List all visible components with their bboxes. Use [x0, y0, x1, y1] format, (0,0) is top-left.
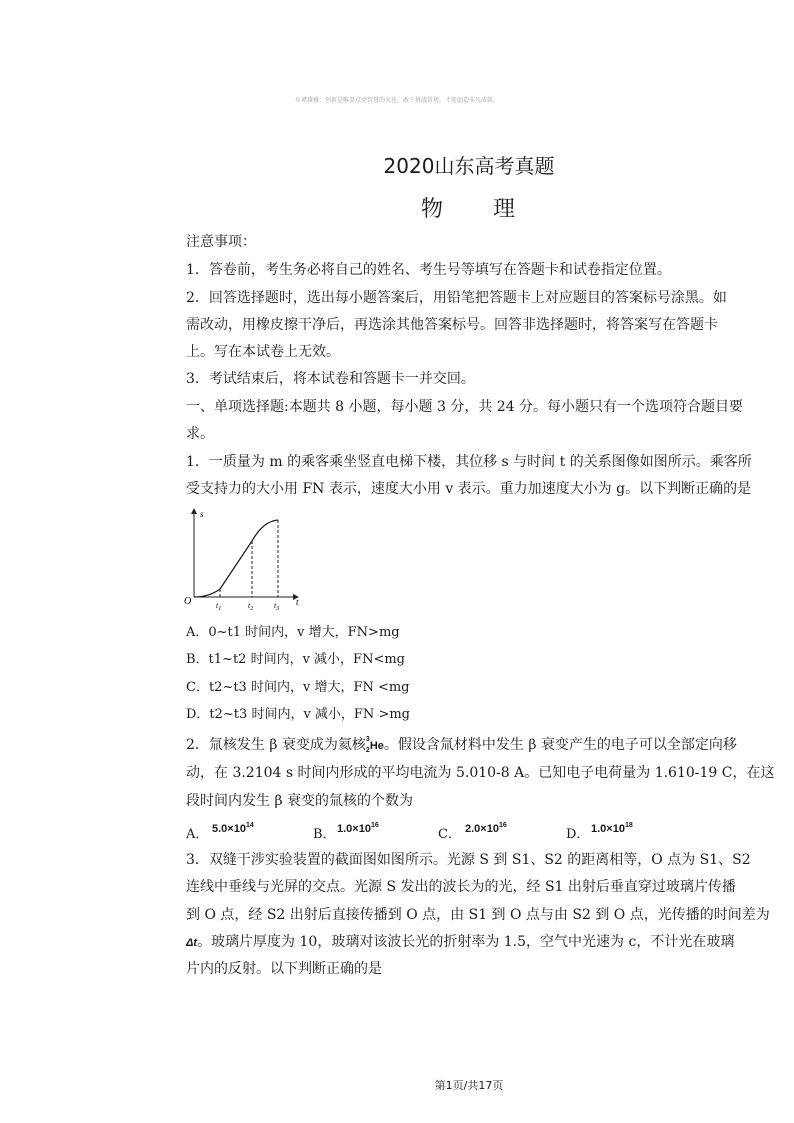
x-axis-label: t	[296, 597, 299, 607]
section-1-line-1: 一、单项选择题:本题共 8 小题，每小题 3 分，共 24 分。每小题只有一个选项符合题目要	[186, 399, 744, 415]
question-1-option-c: C．t2~t3 时间内，v 增大，FN <mg	[186, 680, 410, 695]
question-2-line-2: 动，在 3.2104 s 时间内形成的平均电流为 5.010-8 A。已知电子电荷量为 1.610-19 C，在这	[186, 765, 775, 781]
delta-t-symbol: Δt	[186, 937, 198, 949]
question-1-line-2: 受支持力的大小用 FN 表示，速度大小用 v 表示。重力加速度大小为 g。以下判断正确的是	[186, 481, 752, 497]
helium-nuclide	[365, 736, 384, 755]
option-a-value: $5.0\times 10^{14}$	[212, 822, 254, 835]
question-2-line-3: 段时间内发生 β 衰变的氚核的个数为	[186, 793, 413, 809]
option-d-label: D．	[566, 827, 590, 842]
helium-atomic-number: 2	[365, 747, 370, 755]
question-3-line-3: 到 O 点，经 S2 出射后直接传播到 O 点，由 S1 到 O 点与由 S2 到 O 点，光传播的时间差为	[186, 907, 770, 923]
question-1-option-b: B．t1~t2 时间内，v 减小，FN<mg	[186, 652, 405, 667]
notice-item-2-line-1: 2．回答选择题时，选出每小题答案后，用铅笔把答题卡上对应题目的答案标号涂黑。如	[186, 290, 727, 306]
option-a-label: A．	[186, 827, 209, 842]
question-3-line-5: 片内的反射。以下判断正确的是	[186, 961, 382, 977]
question-3-line-4-text: 。玻璃片厚度为 10，玻璃对该波长光的折射率为 1.5，空气中光速为 c，不计光在玻璃	[197, 934, 735, 950]
tick-t3: $t_3$	[274, 601, 280, 610]
question-3-line-2: 连线中垂线与光屏的交点。光源 S 发出的波长为的光，经 S1 出射后垂直穿过玻璃片传播	[186, 879, 736, 895]
page-footer: 第1页/共17页	[434, 1079, 504, 1092]
displacement-time-graph	[182, 505, 302, 610]
question-2-option-b	[313, 822, 379, 842]
question-2-option-d	[566, 822, 633, 842]
question-1-option-a: A．0~t1 时间内，v 增大，FN>mg	[186, 625, 400, 640]
question-1-option-d: D．t2~t3 时间内，v 减小，FN >mg	[186, 707, 410, 722]
y-axis-label: s	[200, 509, 204, 519]
notice-item-1: 1．答卷前，考生务必将自己的姓名、考生号等填写在答题卡和试卷指定位置。	[186, 262, 671, 278]
notice-item-2-line-2: 需改动，用橡皮擦干净后，再选涂其他答案标号。回答非选择题时，将答案写在答题卡	[186, 317, 718, 333]
question-3-line-1: 3．双缝干涉实验装置的截面图如图所示。光源 S 到 S1、S2 的距离相等，O 点为 S1、S2	[186, 852, 751, 868]
question-3-line-4	[186, 933, 734, 952]
option-c-label: C．	[438, 827, 461, 842]
helium-mass-number: 3	[365, 736, 370, 743]
question-2-line-1	[186, 736, 737, 760]
s-t-curve	[194, 520, 278, 597]
option-b-value: $1.0\times 10^{16}$	[337, 822, 379, 835]
subject-title: 物 理	[420, 197, 517, 222]
notice-item-3: 3．考试结束后，将本试卷和答题卡一并交回。	[186, 371, 475, 387]
tick-t1: $t_1$	[216, 601, 222, 610]
section-1-line-2: 求。	[186, 426, 214, 442]
notice-item-2-line-3: 上。写在本试卷上无效。	[186, 344, 340, 360]
question-2-option-a	[186, 822, 254, 842]
tick-t2: $t_2$	[248, 601, 254, 610]
question-1-line-1: 1．一质量为 m 的乘客乘坐竖直电梯下楼，其位移 s 与时间 t 的关系图像如图所示。乘客所	[186, 454, 752, 470]
option-d-value: $1.0\times 10^{18}$	[591, 822, 633, 835]
exam-title: 2020山东高考真题	[383, 154, 555, 178]
question-2-line-1-pre: 2．氚核发生 β 衰变成为氦核	[186, 737, 366, 753]
header-note: ©谭雄雅：创新是唯显点亮智慧的火花，敢于挑战常规，才能创造非凡成就。	[294, 97, 499, 104]
notice-heading: 注意事项：	[186, 234, 256, 250]
option-b-label: B．	[313, 827, 336, 842]
question-2-line-1-post: 。假设含氚材料中发生 β 衰变产生的电子可以全部定向移	[383, 737, 737, 753]
origin-label: O	[184, 596, 192, 607]
question-2-option-c	[438, 822, 507, 842]
option-c-value: $2.0\times 10^{16}$	[465, 822, 507, 835]
helium-symbol: He	[369, 740, 384, 752]
